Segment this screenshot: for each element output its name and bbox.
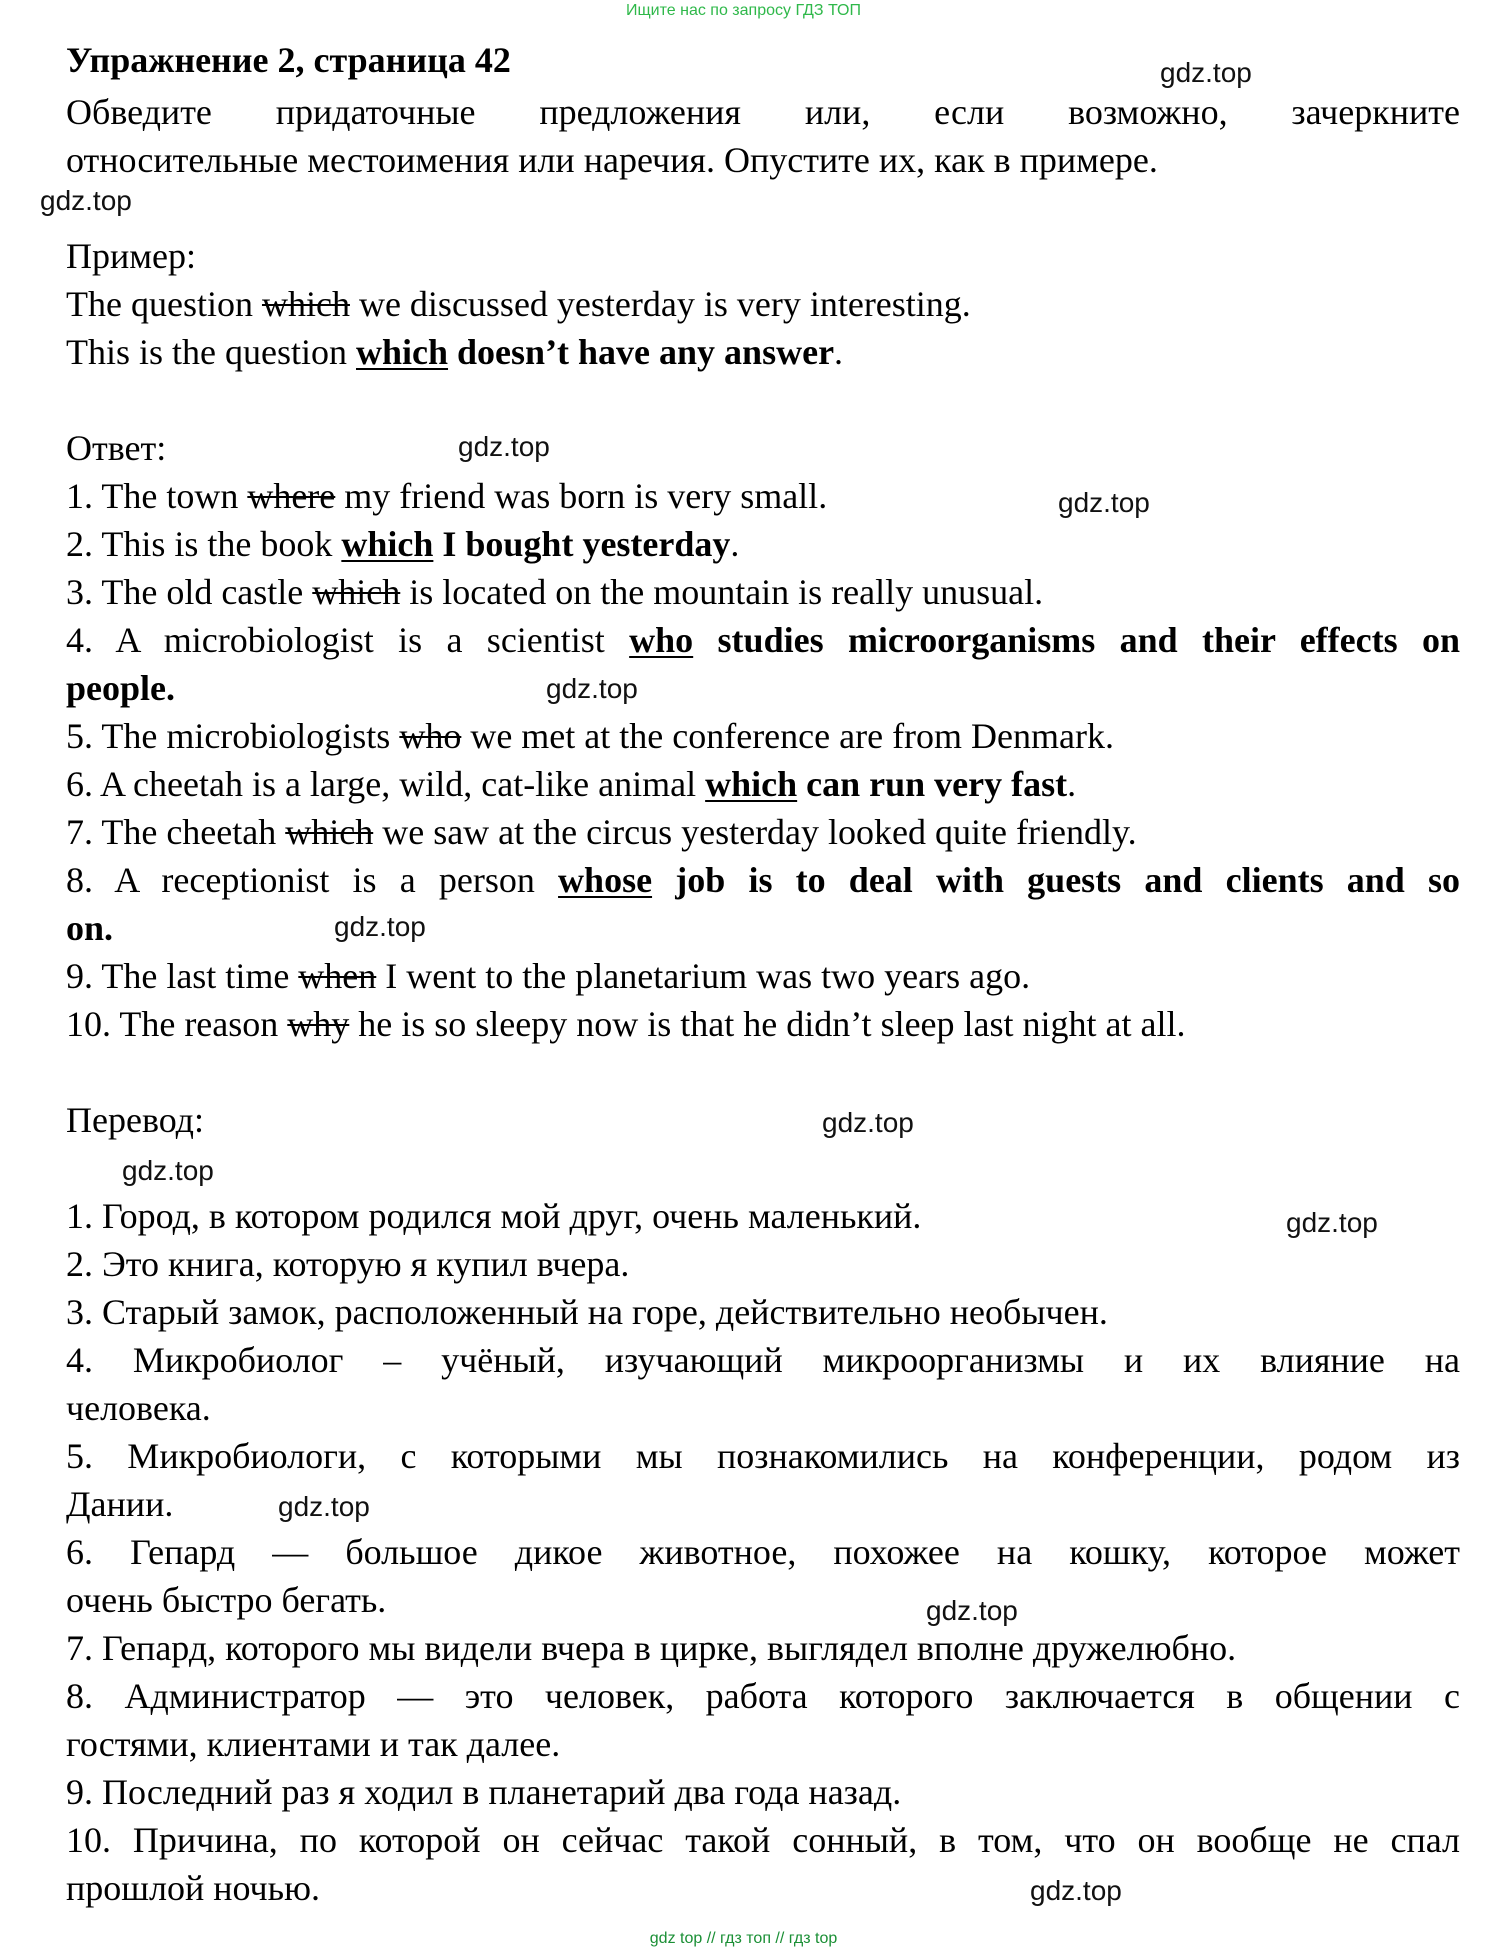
- watermark: gdz.top: [458, 431, 550, 462]
- translation-line-5: 5. Микробиологи, с которыми мы познакомились на конференции, родом из: [66, 1436, 1460, 1476]
- translation-line-6-cont: очень быстро бегать.: [66, 1580, 387, 1620]
- text: he is so sleepy now is that he didn’t sleep last night at all.: [349, 1004, 1186, 1044]
- text: we met at the conference are from Denmark.: [461, 716, 1114, 756]
- relative-clause: studies microorganisms and their effects on: [693, 620, 1460, 660]
- footer-links[interactable]: gdz top // гдз топ // гдз top: [649, 1930, 838, 1947]
- text: 7. The cheetah: [66, 812, 286, 852]
- struck-word: which: [261, 284, 350, 324]
- relative-clause: job is to deal with guests and clients and so: [652, 860, 1461, 900]
- watermark: gdz.top: [1286, 1207, 1378, 1238]
- instruction-line-1: Обведите придаточные предложения или, если возможно, зачеркните: [66, 92, 1460, 132]
- text: we discussed yesterday is very interesting.: [349, 284, 971, 324]
- watermark: gdz.top: [1160, 57, 1252, 88]
- watermark: gdz.top: [278, 1491, 370, 1522]
- text: 5. The microbiologists: [66, 716, 400, 756]
- answer-item-8: [66, 856, 1460, 904]
- example-label: Пример:: [66, 236, 197, 276]
- relative-clause: doesn’t have any answer: [448, 332, 835, 372]
- watermark: gdz.top: [926, 1595, 1018, 1626]
- text: 2. This is the book: [66, 524, 342, 564]
- translation-line-1: 1. Город, в котором родился мой друг, очень маленький.: [66, 1196, 922, 1236]
- answer-label: Ответ:: [66, 428, 167, 468]
- relative-word: who: [629, 620, 694, 660]
- answer-item-1: [66, 472, 1460, 520]
- struck-word: where: [247, 476, 336, 516]
- watermark: gdz.top: [122, 1155, 214, 1186]
- relative-word: which: [341, 524, 434, 564]
- answer-item-5: [66, 712, 1460, 760]
- text: I went to the planetarium was two years ago.: [376, 956, 1031, 996]
- answer-item-4-cont: people.: [66, 668, 176, 708]
- relative-clause: I bought yesterday: [433, 524, 731, 564]
- answer-item-10: [66, 1000, 1460, 1048]
- text: 1. The town: [66, 476, 248, 516]
- answer-item-7: [66, 808, 1460, 856]
- translation-line-8: 8. Администратор — это человек, работа которого заключается в общении с: [66, 1676, 1460, 1716]
- translation-line-9: 9. Последний раз я ходил в планетарий два года назад.: [66, 1772, 902, 1812]
- watermark: gdz.top: [1058, 487, 1150, 518]
- text: This is the question: [66, 332, 356, 372]
- text: my friend was born is very small.: [335, 476, 828, 516]
- text: 6. A cheetah is a large, wild, cat-like animal: [66, 764, 706, 804]
- text: 3. The old castle: [66, 572, 313, 612]
- translation-label: Перевод:: [66, 1100, 204, 1140]
- text: .: [730, 524, 740, 564]
- page-title: Упражнение 2, страница 42: [66, 40, 511, 80]
- text: 9. The last time: [66, 956, 299, 996]
- watermark: gdz.top: [822, 1107, 914, 1138]
- answer-item-8-cont: on.: [66, 908, 114, 948]
- relative-word: which: [356, 332, 449, 372]
- translation-line-6: 6. Гепард — большое дикое животное, похожее на кошку, которое может: [66, 1532, 1460, 1572]
- example-line-1: [66, 280, 1460, 328]
- translation-line-7: 7. Гепард, которого мы видели вчера в цирке, выглядел вполне дружелюбно.: [66, 1628, 1237, 1668]
- relative-clause: can run very fast: [797, 764, 1068, 804]
- translation-line-5-cont: Дании.: [66, 1484, 174, 1524]
- watermark: gdz.top: [1030, 1875, 1122, 1906]
- translation-line-4: 4. Микробиолог – учёный, изучающий микроорганизмы и их влияние на: [66, 1340, 1460, 1380]
- answer-item-6: [66, 760, 1460, 808]
- text: The question: [66, 284, 262, 324]
- answer-item-9: [66, 952, 1460, 1000]
- text: .: [834, 332, 844, 372]
- text: .: [1067, 764, 1077, 804]
- relative-word: which: [705, 764, 798, 804]
- struck-word: which: [312, 572, 401, 612]
- instruction-line-2: относительные местоимения или наречия. Опустите их, как в примере.: [66, 140, 1158, 180]
- translation-line-3: 3. Старый замок, расположенный на горе, действительно необычен.: [66, 1292, 1108, 1332]
- relative-word: whose: [558, 860, 653, 900]
- text: 8. A receptionist is a person: [66, 860, 559, 900]
- struck-word: why: [287, 1004, 350, 1044]
- example-line-2: [66, 328, 1460, 376]
- translation-line-2: 2. Это книга, которую я купил вчера.: [66, 1244, 630, 1284]
- answer-item-3: [66, 568, 1460, 616]
- translation-line-4-cont: человека.: [66, 1388, 211, 1428]
- watermark: gdz.top: [334, 911, 426, 942]
- struck-word: when: [298, 956, 377, 996]
- text: we saw at the circus yesterday looked quite friendly.: [373, 812, 1137, 852]
- watermark: gdz.top: [40, 185, 132, 216]
- text: 10. The reason: [66, 1004, 288, 1044]
- search-note[interactable]: Ищите нас по запросу ГДЗ ТОП: [626, 2, 861, 19]
- answer-item-4: [66, 616, 1460, 664]
- watermark: gdz.top: [546, 673, 638, 704]
- translation-line-10: 10. Причина, по которой он сейчас такой сонный, в том, что он вообще не спал: [66, 1820, 1460, 1860]
- struck-word: who: [399, 716, 462, 756]
- text: is located on the mountain is really unusual.: [400, 572, 1044, 612]
- translation-line-10-cont: прошлой ночью.: [66, 1868, 320, 1908]
- translation-line-8-cont: гостями, клиентами и так далее.: [66, 1724, 561, 1764]
- struck-word: which: [285, 812, 374, 852]
- answer-item-2: [66, 520, 1460, 568]
- text: 4. A microbiologist is a scientist: [66, 620, 630, 660]
